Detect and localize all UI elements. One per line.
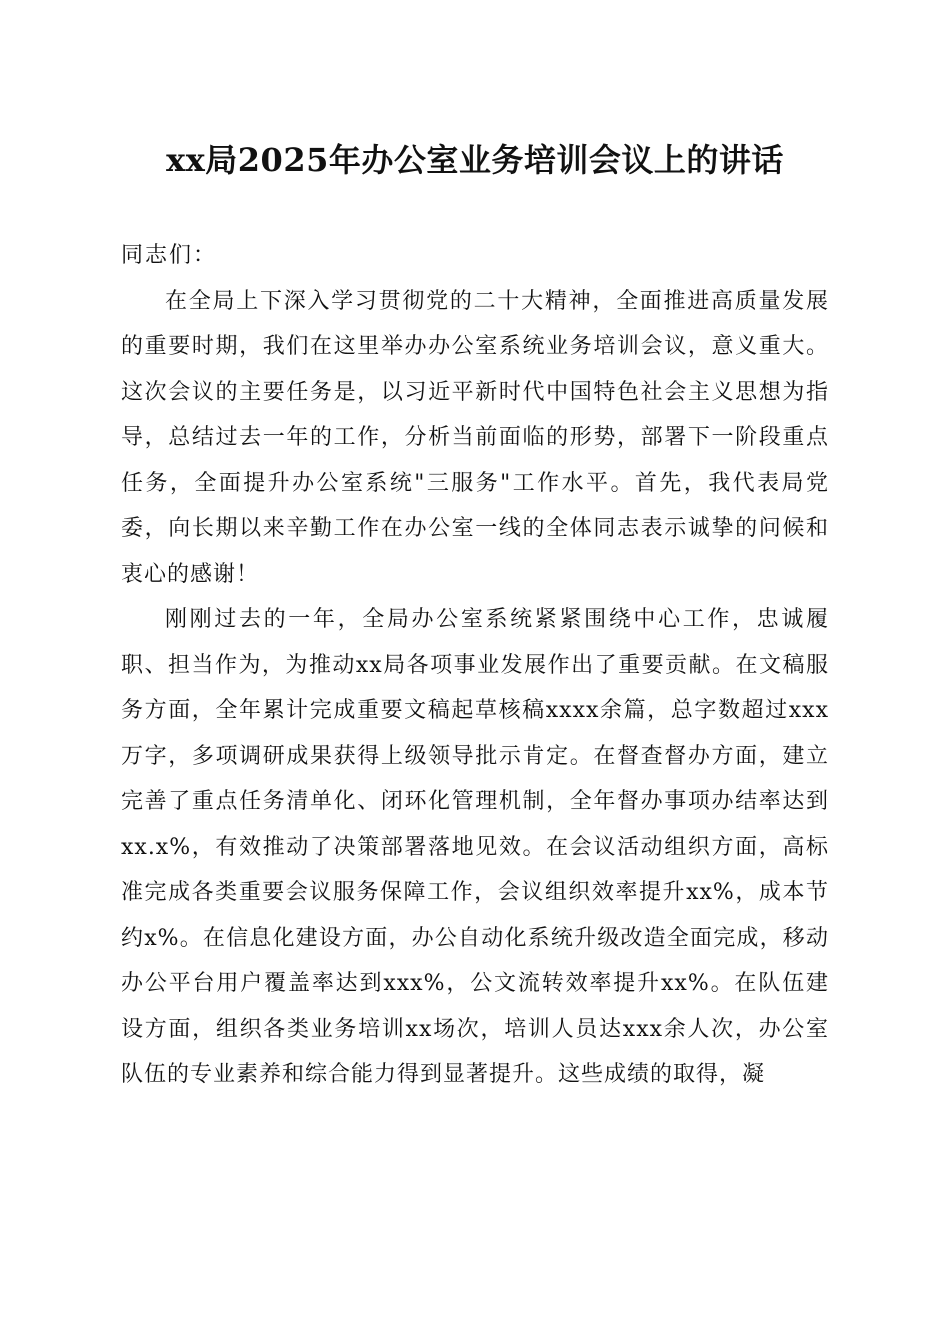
salutation: 同志们：: [121, 243, 218, 268]
paragraph-2: 刚刚过去的一年，全局办公室系统紧紧围绕中心工作，忠诚履职、担当作为，为推动xx局各项事业发展作出了重要贡献。在文稿服务方面，全年累计完成重要文稿起草核稿xxxx余篇，总字数超过xxx万字，多项调研成果获得上级领导批示肯定。在督查督办方面，建立完善了重点任务清单化、闭环化管理机制，全年督办事项办结率达到xx.x%，有效推动了决策部署落地见效。在会议活动组织方面，高标准完成各类重要会议服务保障工作，会议组织效率提升xx%，成本节约x%。在信息化建设方面，办公自动化系统升级改造全面完成，移动办公平台用户覆盖率达到xxx%，公文流转效率提升xx%。在队伍建设方面，组织各类业务培训xx场次，培训人员达xxx余人次，办公室队伍的专业素养和综合能力得到显著提升。这些成绩的取得，凝: [121, 607, 829, 1087]
document-title: xx局2025年办公室业务培训会议上的讲话: [166, 141, 784, 179]
paragraph-1: 在全局上下深入学习贯彻党的二十大精神，全面推进高质量发展的重要时期，我们在这里举办办公室系统业务培训会议，意义重大。这次会议的主要任务是，以习近平新时代中国特色社会主义思想为指导，总结过去一年的工作，分析当前面临的形势，部署下一阶段重点任务，全面提升办公室系统"三服务"工作水平。首先，我代表局党委，向长期以来辛勤工作在办公室一线的全体同志表示诚挚的问候和衷心的感谢！: [121, 288, 829, 587]
document-body: [121, 233, 829, 1098]
